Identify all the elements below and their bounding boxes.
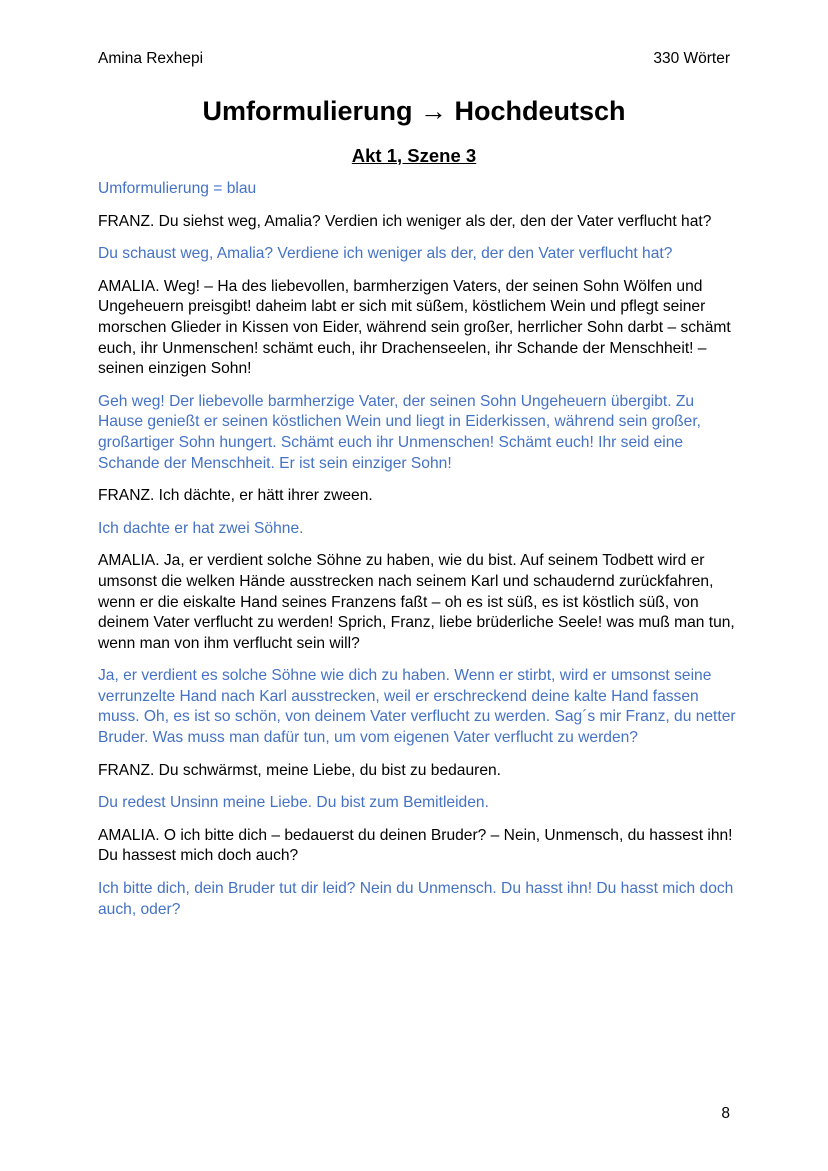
document-title: Umformulierung → Hochdeutsch [202, 96, 626, 126]
legend-note: Umformulierung = blau [98, 180, 257, 197]
original-paragraph: FRANZ. Du schwärmst, meine Liebe, du bist zu bedauren. [98, 761, 502, 779]
document-body [98, 179, 738, 932]
author-name: Amina Rexhepi [98, 50, 204, 67]
original-paragraph: AMALIA. Weg! – Ha des liebevollen, barmherzigen Vaters, der seinen Sohn Wölfen und Ungeheuern preisgibt! daheim labt er sich mit süßem, köstlichem Wein und pflegt seiner morschen Glieder in Kissen von Eider, während sein großer, herrlicher Sohn darbt – schämt euch, ihr Unmenschen! schämt euch, ihr Drachenseelen, ihr Schande der Menschheit! – seinen einzigen Sohn! [98, 277, 731, 378]
original-paragraph: FRANZ. Du siehst weg, Amalia? Verdien ich weniger als der, den der Vater verflucht hat? [98, 212, 712, 230]
rewrite-paragraph: Ich dachte er hat zwei Söhne. [98, 519, 304, 537]
rewrite-paragraph: Geh weg! Der liebevolle barmherzige Vater, der seinen Sohn Ungeheuern übergibt. Zu Hause genießt er seinen köstlichen Wein und liegt in Eiderkissen, während sein großer, großartiger Sohn hungert. Schämt euch ihr Unmenschen! Schämt euch! Ihr seid eine Schande der Menschheit. Er ist sein einziger Sohn! [98, 392, 702, 472]
page-header [98, 50, 730, 68]
word-count: 330 Wörter [653, 50, 730, 67]
page-number: 8 [721, 1105, 730, 1122]
original-paragraph: FRANZ. Ich dächte, er hätt ihrer zween. [98, 487, 373, 505]
rewrite-paragraph: Du schaust weg, Amalia? Verdiene ich weniger als der, der den Vater verflucht hat? [98, 245, 673, 263]
original-paragraph: AMALIA. Ja, er verdient solche Söhne zu haben, wie du bist. Auf seinem Todbett wird er umsonst die welken Hände ausstrecken nach seinem Karl und schaudernd zurückfahren, wenn er die eiskalte Hand seines Franzens faßt – oh es ist süß, es ist köstlich süß, von deinem Vater verflucht zu werden! Sprich, Franz, liebe brüderliche Seele! was muß man tun, wenn man von ihm verflucht sein will? [98, 552, 735, 652]
scene-subtitle: Akt 1, Szene 3 [351, 145, 477, 166]
rewrite-paragraph: Ja, er verdient es solche Söhne wie dich zu haben. Wenn er stirbt, wird er umsonst seine verrunzelte Hand nach Karl ausstrecken, weil er erschreckend deine kalte Hand fassen muss. Oh, es ist so schön, von deinem Vater verflucht zu werden. Sag´s mir Franz, du netter Bruder. Was muss man dafür tun, um vom eigenen Vater verflucht zu werden? [98, 667, 736, 747]
original-paragraph: AMALIA. O ich bitte dich – bedauerst du deinen Bruder? – Nein, Unmensch, du hassest ihn! Du hassest mich doch auch? [98, 826, 733, 865]
rewrite-paragraph: Du redest Unsinn meine Liebe. Du bist zum Bemitleiden. [98, 794, 489, 812]
rewrite-paragraph: Ich bitte dich, dein Bruder tut dir leid? Nein du Unmensch. Du hasst ihn! Du hasst mich doch auch, oder? [98, 880, 734, 918]
